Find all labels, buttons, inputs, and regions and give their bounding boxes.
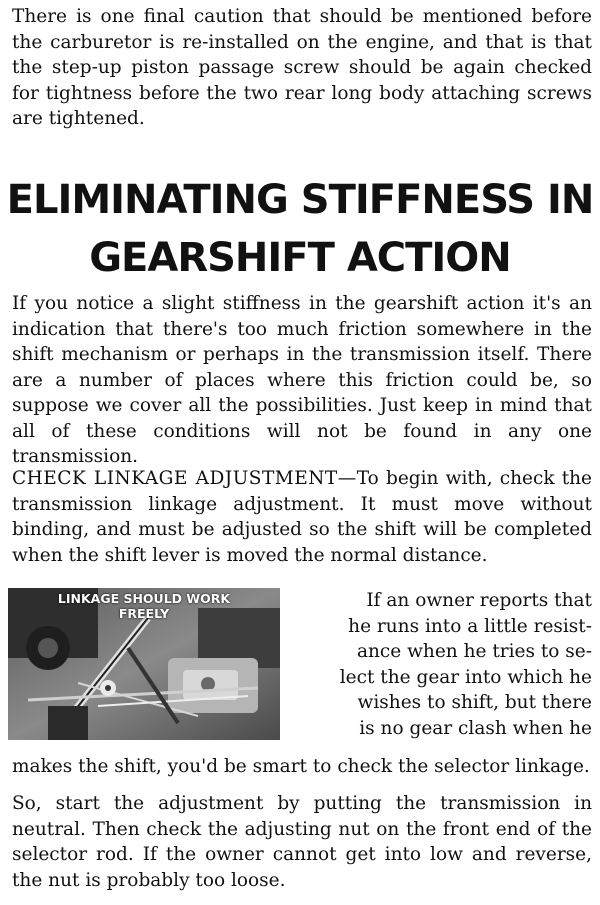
wrapped-line: lect the gear into which he <box>339 666 592 688</box>
paragraph-check-linkage <box>12 466 592 568</box>
section-heading-line-1: ELIMINATING STIFFNESS IN <box>6 177 594 223</box>
paragraph-stiffness-intro: If you notice a slight stiffness in the gearshift action it's an indication that there's too much friction somewhere in the shift mechanism or perhaps in the transmission itself. There are a number of places where this friction could be, so suppose we cover all the possibilities. Just keep in mind that all of these conditions will not be found in any one transmission. <box>12 293 592 467</box>
paragraph-lead-in: CHECK LINKAGE ADJUSTMENT— <box>12 468 357 489</box>
paragraph-check-linkage-text: To begin with, check the transmission linkage adjustment. It must move without binding, and must be adjusted so the shift will be completed when the shift lever is moved the normal distance. <box>12 468 592 566</box>
paragraph-carburetor-caution: There is one final caution that should be mentioned before the carburetor is re-installed on the engine, and that is that the step-up piston passage screw should be again checked for tightness before the two rear long body attaching screws are tightened. <box>12 6 592 129</box>
wrapped-line: wishes to shift, but there <box>357 692 592 713</box>
photo-caption <box>8 591 280 621</box>
wrapped-line: is no gear clash when he <box>359 717 592 739</box>
photo-caption-line-2: FREELY <box>118 606 170 621</box>
section-heading-line-2: GEARSHIFT ACTION <box>89 235 511 281</box>
wrapped-line: he runs into a little resist- <box>348 615 592 637</box>
wrapped-line: If an owner reports that <box>366 590 592 611</box>
linkage-photo <box>8 588 280 740</box>
wrapped-line: ance when he tries to se- <box>356 641 592 662</box>
photo-caption-line-1: LINKAGE SHOULD WORK <box>57 591 231 606</box>
paragraph-selector-linkage-last-line: makes the shift, you'd be smart to check the selector linkage. <box>12 756 590 777</box>
paragraph-selector-linkage-wrapped <box>290 588 592 741</box>
paragraph-start-adjustment: So, start the adjustment by putting the transmission in neutral. Then check the adjusting nut on the front end of the selector rod. If the owner cannot get into low and reverse, the nut is probably too loose. <box>12 793 592 891</box>
